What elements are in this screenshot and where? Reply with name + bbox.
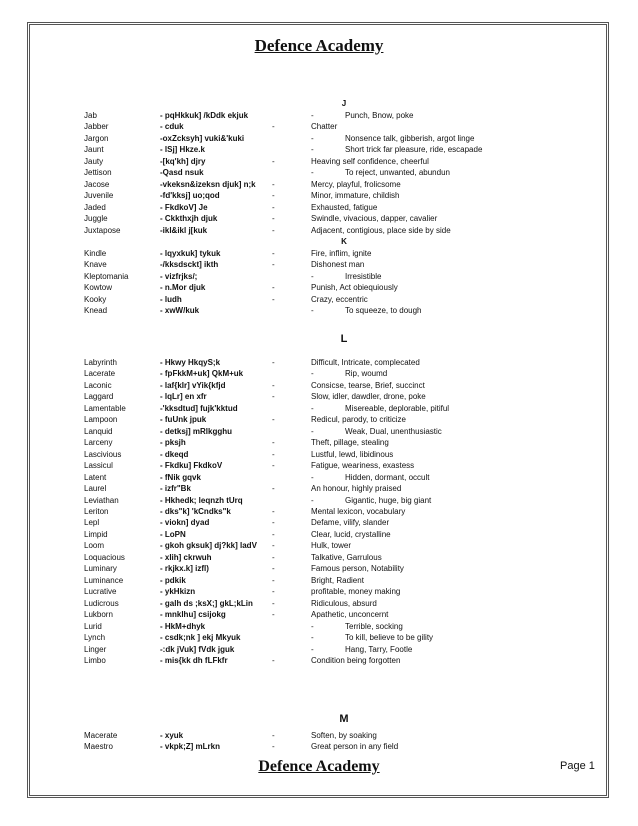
english-meaning-text: An honour, highly praised <box>311 484 402 494</box>
header-title: Defence Academy <box>254 36 384 55</box>
separator-text: - <box>272 202 275 212</box>
separator-text: - <box>272 742 275 752</box>
list-item <box>0 472 638 483</box>
hindi-meaning-text: - xIih] ckrwuh <box>160 552 212 562</box>
word-text: Jettison <box>84 168 112 178</box>
word-text: Limpid <box>84 529 108 539</box>
hindi-meaning-text: - Fkdku] FkdkoV <box>160 461 223 471</box>
hindi-meaning-text: - HkM+dhyk <box>160 621 206 631</box>
list-item <box>0 391 638 402</box>
hindi-meaning-text: - csdk;nk ] ekj Mkyuk <box>160 633 241 643</box>
english-meaning-text: Mercy, playful, frolicsome <box>311 179 401 189</box>
english-meaning-text: Mental lexicon, vocabulary <box>311 506 406 516</box>
word-text: Kleptomania <box>84 271 129 281</box>
separator-text: - <box>272 214 275 224</box>
english-meaning-text: Ridiculous, absurd <box>311 598 377 608</box>
list-item <box>0 483 638 494</box>
word-text: Kooky <box>84 294 107 304</box>
separator-text: - <box>272 529 275 539</box>
meaning-dash: - <box>311 426 314 436</box>
word-text: Juxtapose <box>84 225 121 235</box>
english-meaning-text: Chatter <box>311 122 338 132</box>
hindi-meaning-text: - ykHkizn <box>160 587 196 597</box>
english-meaning-text: Hang, Tarry, Footle <box>345 644 413 654</box>
separator-text: - <box>272 575 275 585</box>
list-item <box>0 133 638 144</box>
list-item <box>0 202 638 213</box>
meaning-dash: - <box>311 271 314 281</box>
english-meaning-text: Fatigue, weariness, exastess <box>311 461 415 471</box>
hindi-meaning-text: - pksjh <box>160 438 186 448</box>
word-text: Luminance <box>84 575 124 585</box>
list-item <box>0 414 638 425</box>
hindi-meaning-text: - lqyxkuk] tykuk <box>160 249 221 258</box>
list-item <box>0 621 638 632</box>
page-number: Page 1 <box>560 760 595 772</box>
english-meaning-text: Apathetic, unconcernt <box>311 610 389 620</box>
list-item <box>0 609 638 620</box>
meaning-dash: - <box>311 133 314 143</box>
english-meaning-text: Lustful, lewd, libidinous <box>311 449 394 459</box>
hindi-meaning-text: - FkdkoV] Je <box>160 202 208 212</box>
hindi-meaning-text: - Ckkthxjh djuk <box>160 214 218 224</box>
separator-text: - <box>272 225 275 235</box>
hindi-meaning-text: - detksj] mRlkgghu <box>160 426 233 436</box>
list-item <box>0 225 638 236</box>
word-text: Jargon <box>84 133 109 143</box>
separator-text: - <box>272 552 275 562</box>
list-item <box>0 575 638 586</box>
hindi-meaning-text: - fNik gqvk <box>160 472 201 482</box>
english-meaning-text: Defame, vilify, slander <box>311 518 390 528</box>
english-meaning-text: Famous person, Notability <box>311 564 404 574</box>
hindi-meaning-text: -:dk jVuk] fVdk jguk <box>160 644 235 654</box>
word-text: Larceny <box>84 438 113 448</box>
word-text: Kowtow <box>84 283 113 293</box>
word-text: Laconic <box>84 380 112 390</box>
list-item <box>0 730 638 741</box>
word-text: Lucrative <box>84 587 117 597</box>
english-meaning-text: Adjacent, contigious, place side by side <box>311 225 451 235</box>
list-item <box>0 282 638 293</box>
word-text: Lascivious <box>84 449 122 459</box>
list-item <box>0 248 638 259</box>
word-text: Leviathan <box>84 495 119 505</box>
hindi-meaning-text: - vkpk;Z] mLrkn <box>160 742 221 752</box>
word-text: Maestro <box>84 742 113 752</box>
hindi-meaning-text: - izfr"Bk <box>160 484 191 494</box>
word-text: Knave <box>84 260 107 270</box>
separator-text: - <box>272 610 275 620</box>
word-text: Knead <box>84 306 108 316</box>
meaning-dash: - <box>311 621 314 631</box>
list-item <box>0 495 638 506</box>
section-letter: J <box>341 99 347 108</box>
section-letter: M <box>339 713 349 725</box>
word-text: Jacose <box>84 179 110 189</box>
english-meaning-text: Irresistible <box>345 271 382 281</box>
english-meaning-text: Consicse, tearse, Brief, succinct <box>311 380 425 390</box>
section-letter: K <box>341 237 347 246</box>
word-text: Juvenile <box>84 191 114 201</box>
separator-text: - <box>272 438 275 448</box>
word-text: Kindle <box>84 249 107 258</box>
separator-text: - <box>272 179 275 189</box>
meaning-dash: - <box>311 472 314 482</box>
separator-text: - <box>272 415 275 425</box>
hindi-meaning-text: - LoPN <box>160 529 186 539</box>
word-text: Jabber <box>84 122 109 132</box>
english-meaning-text: Minor, immature, childish <box>311 191 400 201</box>
list-item <box>0 449 638 460</box>
list-item <box>0 517 638 528</box>
list-item <box>0 529 638 540</box>
separator-text: - <box>272 156 275 166</box>
list-item <box>0 563 638 574</box>
hindi-meaning-text: -'kksdtud] fujk'kktud <box>160 403 238 413</box>
list-item <box>0 426 638 437</box>
hindi-meaning-text: - pdkik <box>160 575 186 585</box>
hindi-meaning-text: - viokn] dyad <box>160 518 210 528</box>
separator-text: - <box>272 380 275 390</box>
separator-text: - <box>272 598 275 608</box>
list-item <box>0 259 638 270</box>
word-text: Lacerate <box>84 369 116 379</box>
separator-text: - <box>272 294 275 304</box>
word-text: Latent <box>84 472 107 482</box>
english-meaning-text: Short trick far pleasure, ride, escapade <box>345 145 483 155</box>
word-text: Luminary <box>84 564 117 574</box>
english-meaning-text: Punch, Bnow, poke <box>345 111 414 120</box>
english-meaning-text: To squeeze, to dough <box>345 306 422 316</box>
separator-text: - <box>272 249 275 258</box>
english-meaning-text: Clear, lucid, crystalline <box>311 529 391 539</box>
separator-text: - <box>272 283 275 293</box>
meaning-dash: - <box>311 495 314 505</box>
list-item <box>0 156 638 167</box>
hindi-meaning-text: - vizfrjks/; <box>160 271 198 281</box>
hindi-meaning-text: -ikl&ikl j[kuk <box>160 225 208 235</box>
hindi-meaning-text: - Hkwy HkqyS;k <box>160 358 221 367</box>
english-meaning-text: profitable, money making <box>311 587 401 597</box>
english-meaning-text: Bright, Radient <box>311 575 364 585</box>
separator-text: - <box>272 461 275 471</box>
word-text: Ludicrous <box>84 598 119 608</box>
hindi-meaning-text: - xyuk <box>160 731 184 740</box>
footer-title: Defence Academy <box>258 758 380 775</box>
list-item <box>0 655 638 666</box>
hindi-meaning-text: - ludh <box>160 294 182 304</box>
meaning-dash: - <box>311 633 314 643</box>
list-item <box>0 294 638 305</box>
english-meaning-text: Rip, woumd <box>345 369 388 379</box>
list-item <box>0 460 638 471</box>
english-meaning-text: Weak, Dual, unenthusiastic <box>345 426 442 436</box>
list-item <box>0 110 638 121</box>
hindi-meaning-text: -fd'kksj] uo;qod <box>160 191 220 201</box>
hindi-meaning-text: -[kq'kh] djry <box>160 156 206 166</box>
hindi-meaning-text: - dkeqd <box>160 449 189 459</box>
word-text: Jaunt <box>84 145 104 155</box>
word-text: Laggard <box>84 392 114 402</box>
list-item <box>0 357 638 368</box>
english-meaning-text: Heaving self confidence, cheerful <box>311 156 429 166</box>
hindi-meaning-text: -Qasd nsuk <box>160 168 204 178</box>
separator-text: - <box>272 122 275 132</box>
hindi-meaning-text: - cduk <box>160 122 184 132</box>
hindi-meaning-text: -vkeksn&izeksn djuk] n;k <box>160 179 256 189</box>
word-text: Juggle <box>84 214 108 224</box>
separator-text: - <box>272 191 275 201</box>
word-text: Macerate <box>84 731 118 740</box>
hindi-meaning-text: - gkoh gksuk] dj?kk] ladV <box>160 541 257 551</box>
meaning-dash: - <box>311 306 314 316</box>
section-letter: L <box>340 333 348 345</box>
separator-text: - <box>272 449 275 459</box>
hindi-meaning-text: - Hkhedk; leqnzh tUrq <box>160 495 243 505</box>
word-text: Jaded <box>84 202 106 212</box>
list-item <box>0 741 638 752</box>
hindi-meaning-text: - lSj] Hkze.k <box>160 145 205 155</box>
english-meaning-text: Gigantic, huge, big giant <box>345 495 432 505</box>
list-item <box>0 403 638 414</box>
word-text: Limbo <box>84 655 106 665</box>
meaning-dash: - <box>311 111 314 120</box>
word-text: Lepl <box>84 518 100 528</box>
english-meaning-text: Misereable, deplorable, pitiful <box>345 403 450 413</box>
word-text: Loom <box>84 541 105 551</box>
word-text: Laurel <box>84 484 107 494</box>
word-text: Lanquid <box>84 426 113 436</box>
meaning-dash: - <box>311 403 314 413</box>
list-item <box>0 167 638 178</box>
separator-text: - <box>272 731 275 740</box>
english-meaning-text: To reject, unwanted, abundun <box>345 168 450 178</box>
word-text: Lurid <box>84 621 102 631</box>
word-text: Linger <box>84 644 107 654</box>
english-meaning-text: Soften, by soaking <box>311 731 377 740</box>
hindi-meaning-text: - mis{kk dh fLFkfr <box>160 655 228 665</box>
word-text: Lamentable <box>84 403 126 413</box>
word-text: Lukborn <box>84 610 113 620</box>
english-meaning-text: Talkative, Garrulous <box>311 552 382 562</box>
list-item <box>0 305 638 316</box>
english-meaning-text: Exhausted, fatigue <box>311 202 378 212</box>
word-text: Loquacious <box>84 552 125 562</box>
meaning-dash: - <box>311 369 314 379</box>
hindi-meaning-text: -oxZcksyh] vuki&'kuki <box>160 133 245 143</box>
word-text: Leriton <box>84 506 109 516</box>
hindi-meaning-text: - fpFkkM+uk] QkM+uk <box>160 369 244 379</box>
english-meaning-text: Fire, inflim, ignite <box>311 249 372 258</box>
english-meaning-text: Great person in any field <box>311 742 399 752</box>
hindi-meaning-text: - laf{kIr] vYik{kfjd <box>160 380 226 390</box>
english-meaning-text: Difficult, Intricate, complecated <box>311 358 420 367</box>
list-item <box>0 632 638 643</box>
list-item <box>0 121 638 132</box>
list-item <box>0 190 638 201</box>
list-item <box>0 144 638 155</box>
english-meaning-text: To kill, believe to be gility <box>345 633 434 643</box>
meaning-dash: - <box>311 145 314 155</box>
word-text: Jauty <box>84 156 104 166</box>
english-meaning-text: Terrible, socking <box>345 621 403 631</box>
list-item <box>0 368 638 379</box>
english-meaning-text: Slow, idler, dawdler, drone, poke <box>311 392 426 402</box>
list-item <box>0 586 638 597</box>
english-meaning-text: Nonsence talk, gibberish, argot linge <box>345 133 475 143</box>
hindi-meaning-text: - xwW/kuk <box>160 306 200 316</box>
separator-text: - <box>272 564 275 574</box>
list-item <box>0 437 638 448</box>
separator-text: - <box>272 518 275 528</box>
word-text: Jab <box>84 111 97 120</box>
hindi-meaning-text: - pqHkkuk] /kDdk ekjuk <box>160 111 249 120</box>
list-item <box>0 213 638 224</box>
separator-text: - <box>272 392 275 402</box>
english-meaning-text: Swindle, vivacious, dapper, cavalier <box>311 214 438 224</box>
separator-text: - <box>272 358 275 367</box>
list-item <box>0 598 638 609</box>
english-meaning-text: Theft, pillage, stealing <box>311 438 389 448</box>
english-meaning-text: Hulk, tower <box>311 541 352 551</box>
meaning-dash: - <box>311 168 314 178</box>
hindi-meaning-text: - mnklhu] csijokg <box>160 610 226 620</box>
word-text: Lynch <box>84 633 106 643</box>
list-item <box>0 644 638 655</box>
english-meaning-text: Dishonest man <box>311 260 365 270</box>
separator-text: - <box>272 506 275 516</box>
list-item <box>0 271 638 282</box>
separator-text: - <box>272 541 275 551</box>
list-item <box>0 380 638 391</box>
english-meaning-text: Punish, Act obiequiously <box>311 283 398 293</box>
word-text: Lassicul <box>84 461 113 471</box>
separator-text: - <box>272 484 275 494</box>
hindi-meaning-text: - n.Mor djuk <box>160 283 206 293</box>
english-meaning-text: Redicul, parody, to criticize <box>311 415 406 425</box>
list-item <box>0 506 638 517</box>
english-meaning-text: Condition being forgotten <box>311 655 401 665</box>
hindi-meaning-text: - dks"k] 'kCndks"k <box>160 506 231 516</box>
hindi-meaning-text: -/kksdsckt] ikth <box>160 260 219 270</box>
word-text: Labyrinth <box>84 358 117 367</box>
list-item <box>0 540 638 551</box>
english-meaning-text: Hidden, dormant, occult <box>345 472 430 482</box>
hindi-meaning-text: - lqLr] en xfr <box>160 392 207 402</box>
meaning-dash: - <box>311 644 314 654</box>
hindi-meaning-text: - fuUnk jpuk <box>160 415 207 425</box>
separator-text: - <box>272 260 275 270</box>
separator-text: - <box>272 587 275 597</box>
separator-text: - <box>272 655 275 665</box>
list-item <box>0 552 638 563</box>
list-item <box>0 179 638 190</box>
word-text: Lampoon <box>84 415 118 425</box>
english-meaning-text: Crazy, eccentric <box>311 294 368 304</box>
hindi-meaning-text: - galh ds ;ksX;] gkL;kLin <box>160 598 253 608</box>
hindi-meaning-text: - rkjkx.k] izfl) <box>160 564 209 574</box>
